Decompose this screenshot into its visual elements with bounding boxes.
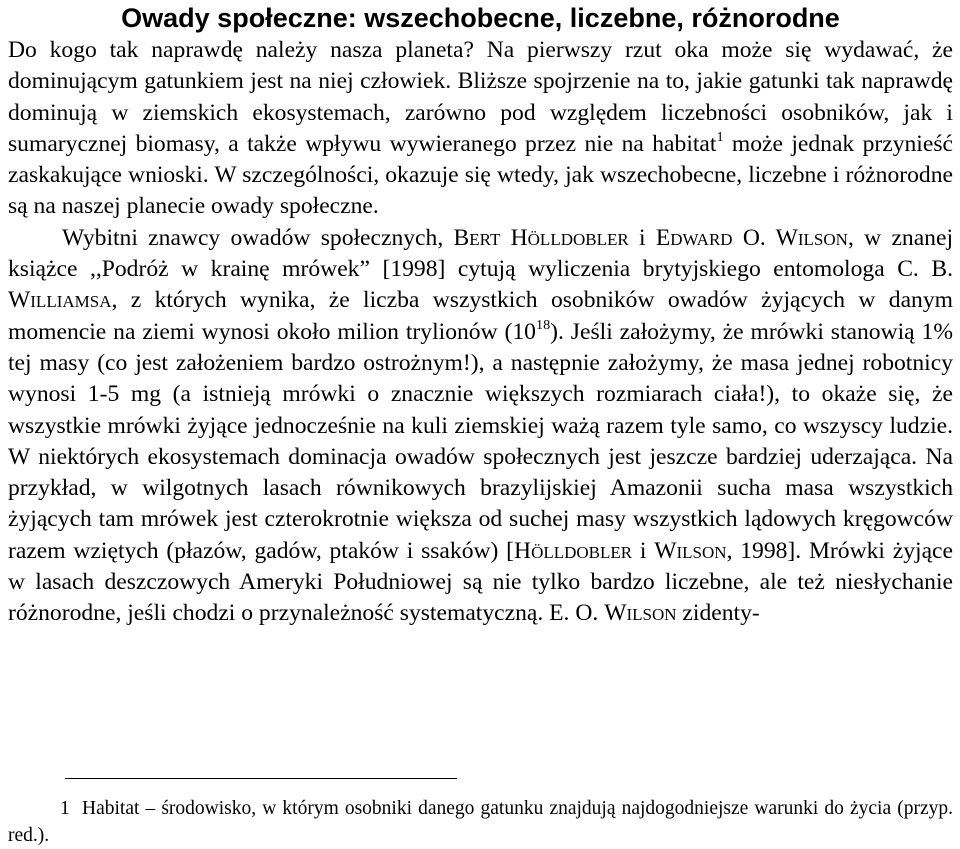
- main-text-segment: , z których wynika, że liczba wszystkich osobników owadów żyjących w danym momencie na ziemi wynosi około milion trylionów (10: [8, 287, 953, 345]
- author-name: Edward O. Wilson: [655, 224, 848, 251]
- main-text-segment: , w znanej książce ,,Podróż w krainę mrówek” [1998] cytują wyliczenia brytyjskiego entomologa C. B.: [8, 224, 954, 283]
- intro-text-part2: może jednak przynieść zaskakujące wnioski. W szczególności, okazuje się wtedy, jak wszechobecne, liczebne i różnorodne są na naszej planecie owady społeczne.: [8, 130, 953, 220]
- intro-text-part1: Do kogo tak naprawdę należy nasza planeta? Na pierwszy rzut oka może się wydawać, że dominującym gatunkiem jest na niej człowiek. Bliższe spojrzenie na to, jakie gatunki tak naprawdę dominują w ziemskich ekosystemach, zarówno pod względem liczebności osobników, jak i sumarycznej biomasy, a także wpływu wywieranego przez nie na habitat: [8, 37, 953, 157]
- footnote-separator: [65, 778, 457, 779]
- citation-author: Wilson: [654, 537, 727, 564]
- citation-author: Hölldobler: [514, 537, 633, 564]
- footnote: [8, 795, 953, 849]
- main-text-segment: , 1998]. Mrówki żyjące w lasach deszczowych Ameryki Południowej są nie tylko bardzo liczebne, ale też niesłychanie różnorodne, jeśli chodzi o przynależność systematyczną. E. O.: [8, 537, 953, 627]
- main-text-segment: ). Jeśli założymy, że mrówki stanowią 1% tej masy (co jest założeniem bardzo ostrożnym!), a następnie założymy, że masa jednej robotnicy wynosi 1-5 mg (a istnieją mrówki o znacznie większych rozmiarach ciała!), to okaże się, że wszystkie mrówki żyjące jednocześnie na kuli ziemskiej ważą razem tyle samo, co wszyscy ludzie. W niektórych ekosystemach dominacja owadów społecznych jest jeszcze bardziej uderzająca. Na przykład, w wilgotnych lasach równikowych brazylijskiej Amazonii sucha masa wszystkich żyjących tam mrówek jest czterokrotnie większa od suchej masy wszystkich lądowych kręgowców razem wziętych (płazów, gadów, ptaków i ssaków) [: [8, 318, 953, 564]
- footnote-reference: 1: [716, 128, 724, 145]
- footnote-text: Habitat – środowisko, w którym osobniki danego gatunku znajdują najdogodniejsze warunki do życia (przyp. red.).: [8, 798, 953, 846]
- paragraph-intro: [8, 35, 953, 223]
- main-text-segment: Wybitni znawcy owadów społecznych,: [62, 224, 454, 251]
- paragraph-main: [8, 223, 953, 630]
- page-title: Owady społeczne: wszechobecne, liczebne, różnorodne: [121, 3, 840, 33]
- author-name: Wilson: [604, 600, 677, 627]
- footnote-number: 1: [60, 798, 70, 819]
- author-name: Williamsa: [8, 287, 112, 314]
- main-text-segment: zidenty-: [676, 600, 760, 627]
- main-text-segment: i: [628, 224, 656, 251]
- author-name: Bert Hölldobler: [453, 224, 629, 251]
- main-text-segment: i: [632, 537, 655, 564]
- exponent: 18: [535, 316, 551, 333]
